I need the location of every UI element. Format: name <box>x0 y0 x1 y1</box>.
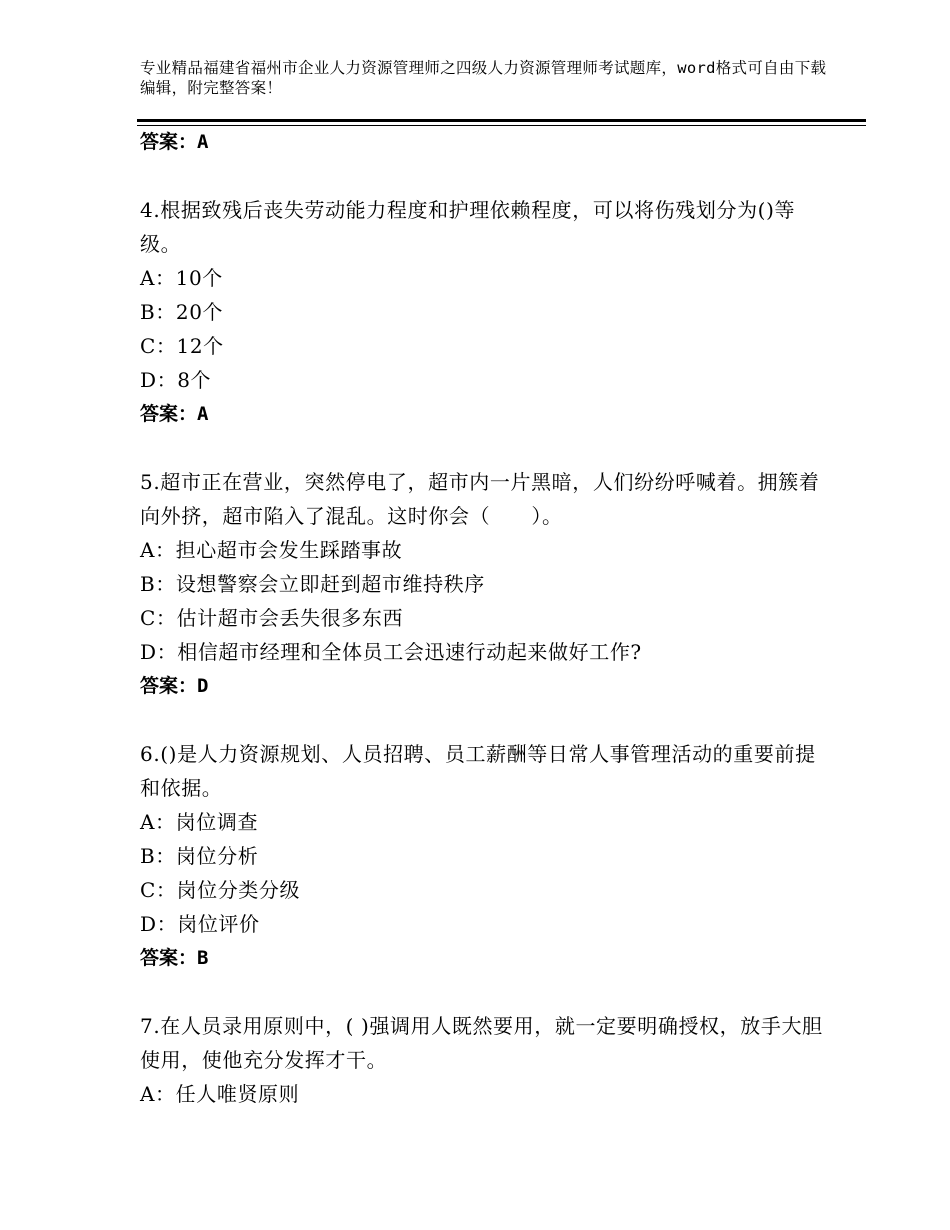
document-body <box>140 125 830 1111</box>
option-b: B：设想警察会立即赶到超市维持秩序 <box>140 572 485 596</box>
answer-line: 答案：A <box>140 403 209 425</box>
answer-line: 答案：B <box>140 947 209 969</box>
spacer <box>140 159 830 193</box>
header-rule-thick <box>137 119 866 122</box>
option-d: D：相信超市经理和全体员工会迅速行动起来做好工作? <box>140 640 642 664</box>
spacer <box>140 703 830 737</box>
spacer <box>140 431 830 465</box>
option-d: D：岗位评价 <box>140 912 260 936</box>
question-stem: 7.在人员录用原则中，( )强调用人既然要用，就一定要明确授权，放手大胆使用，使他充分发挥才干。 <box>140 1014 823 1072</box>
question-4 <box>140 193 830 431</box>
question-6 <box>140 737 830 975</box>
question-5 <box>140 465 830 703</box>
option-a: A：任人唯贤原则 <box>140 1082 300 1106</box>
document-header: 专业精品福建省福州市企业人力资源管理师之四级人力资源管理师考试题库，word格式可自由下载编辑，附完整答案！ <box>140 59 827 97</box>
option-c: C：12个 <box>140 334 224 358</box>
question-7 <box>140 1009 830 1111</box>
option-b: B：岗位分析 <box>140 844 259 868</box>
option-c: C：岗位分类分级 <box>140 878 301 902</box>
option-a: A：10个 <box>140 266 223 290</box>
question-stem: 4.根据致残后丧失劳动能力程度和护理依赖程度，可以将伤残划分为()等级。 <box>140 198 796 256</box>
option-c: C：估计超市会丢失很多东西 <box>140 606 404 630</box>
answer-line: 答案：D <box>140 675 209 697</box>
spacer <box>140 975 830 1009</box>
option-a: A：担心超市会发生踩踏事故 <box>140 538 403 562</box>
answer-line: 答案：A <box>140 131 209 153</box>
option-b: B：20个 <box>140 300 224 324</box>
question-stem: 5.超市正在营业，突然停电了，超市内一片黑暗，人们纷纷呼喊着。拥簇着向外挤，超市陷入了混乱。这时你会（ ）。 <box>140 470 820 528</box>
option-a: A：岗位调查 <box>140 810 259 834</box>
question-stem: 6.()是人力资源规划、人员招聘、员工薪酬等日常人事管理活动的重要前提和依据。 <box>140 742 816 800</box>
option-d: D：8个 <box>140 368 212 392</box>
